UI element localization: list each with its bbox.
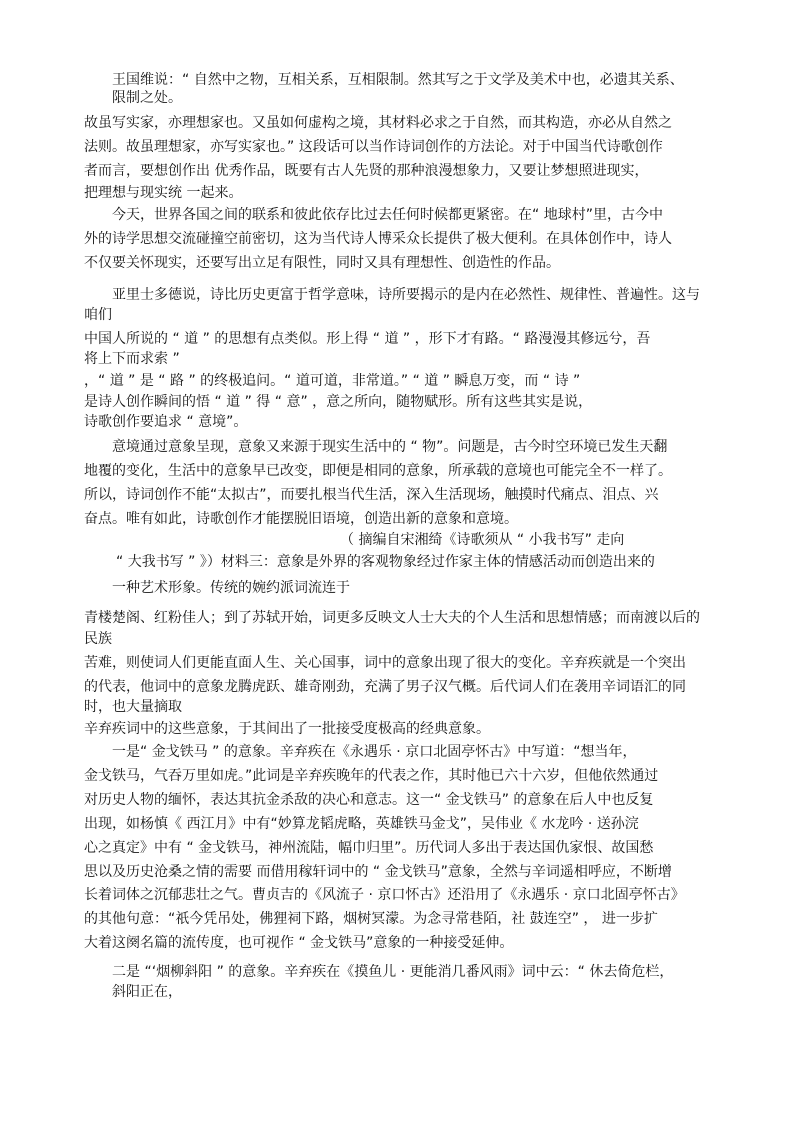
text-line: 中国人所说的 “ 道 ” 的思想有点类似。形上得 “ 道 ” ，形下才有路。“ 路漫漫其修远兮，吾 (84, 331, 651, 347)
text-line: 诗歌创作要追求 “ 意境”。 (84, 414, 248, 430)
text-line: 二是 “‘烟柳斜阳 ” 的意象。辛弃疾在《摸鱼儿 · 更能消几番风雨》词中云：“ 休去倚危栏， (112, 964, 674, 980)
text-line: 不仅要关怀现实，还要写出立足有限性，同时又具有理想性、创造性的作品。 (84, 255, 560, 271)
text-line: 者而言，要想创作出 优秀作品，既要有古人先贤的那种浪漫想象力，又要让梦想照进现实， (84, 163, 649, 179)
text-line: 外的诗学思想交流碰撞空前密切，这为当代诗人博采众长提供了极大便利。在具体创作中，诗人 (84, 231, 672, 247)
text-line: 奋点。唯有如此，诗歌创作才能摆脱旧语境，创造出新的意象和意境。 (84, 511, 518, 527)
text-line: 金戈铁马，气吞万里如虎。”此词是辛弃疾晚年的代表之作，其时他已六十六岁，但他依然通过 (84, 768, 659, 784)
text-line: 是诗人创作瞬间的悟 “ 道 ” 得 “ 意” ，意之所向，随物赋形。所有这些其实是说， (84, 394, 593, 410)
text-line: 今天，世界各国之间的联系和彼此依存比过去任何时候都更紧密。在“ 地球村”里，古今中 (112, 207, 663, 223)
text-line: 斜阳正在， (112, 984, 182, 1000)
text-line: 的其他句意：“祇今凭吊处，佛狸祠下路，烟树冥濛。为念寻常巷陌，社 鼓连空” ， 进一步扩 (84, 911, 658, 927)
text-line: 辛弃疾词中的这些意象，于其间出了一批接受度极高的经典意象。 (84, 721, 490, 737)
text-line: 一种艺术形象。传统的婉约派词流连于 (112, 580, 350, 596)
text-line: ，“ 道 ” 是 “ 路 ” 的终极追问。“ 道可道，非常道。” “ 道 ” 瞬息万变，而 “ 诗 ” (84, 373, 581, 389)
text-line: 把理想与现实统 一起来。 (84, 185, 243, 201)
text-line: 咱们 (84, 307, 112, 323)
text-line: 故虽写实家，亦理想家也。又虽如何虚构之境，其材料必求之于自然，而其构造，亦必从自然之 (84, 115, 672, 131)
text-line: 思以及历史沧桑之情的需要 而借用稼轩词中的 “ 金戈铁马”意象，全然与辛词遥相呼应，不断增 (84, 864, 672, 880)
text-line: 所以，诗词创作不能“太拟古”，而要扎根当代生活，深入生活现场，触摸时代痛点、泪点、兴 (84, 487, 659, 503)
text-line: 亚里士多德说，诗比历史更富于哲学意味，诗所要揭示的是内在必然性、规律性、普遍性。这与 (112, 287, 700, 303)
text-line: 王国维说：“ 自然中之物，互相关系，互相限制。然其写之于文学及美术中也，必遗其关系、 (112, 72, 684, 88)
text-line: “ 大我书写 ” 》）材料三：意象是外界的客观物象经过作家主体的情感活动而创造出来的 (116, 554, 655, 570)
text-line: 限制之处。 (112, 90, 182, 106)
text-line: 意境通过意象呈现，意象又来源于现实生活中的 “ 物”。问题是，古今时空环境已发生天翻 (112, 439, 668, 455)
citation-line: （ 摘编自宋湘绮《诗歌须从 “ 小我书写” 走向 (340, 532, 625, 548)
text-line: 青楼楚阁、红粉佳人；到了苏轼开始，词更多反映文人士大夫的个人生活和思想情感；而南渡以后的 (84, 610, 700, 626)
text-line: 对历史人物的缅怀，表达其抗金杀敌的决心和意志。这一“ 金戈铁马” 的意象在后人中也反复 (84, 792, 654, 808)
text-line: 的代表，他词中的意象龙腾虎跃、雄奇刚劲，充满了男子汉气概。后代词人们在袭用辛词语汇的同 (84, 679, 686, 695)
text-line: 地覆的变化，生活中的意象早已改变，即便是相同的意象，所承载的意境也可能完全不一样了。 (84, 463, 672, 479)
text-line: 将上下而求索 ” (84, 351, 180, 367)
text-line: 心之真定》中有 “ 金戈铁马，神州流陆，幅巾归里”。历代词人多出于表达国仇家恨、故国愁 (84, 840, 654, 856)
text-line: 一是“ 金戈铁马 ” 的意象。辛弃疾在《永遇乐 · 京口北固亭怀古》中写道：“想当年， (112, 744, 637, 760)
text-line: 大着这阕名篇的流传度，也可视作 “ 金戈铁马”意象的一种接受延伸。 (84, 935, 514, 951)
text-line: 苦难，则使词人们更能直面人生、关心国事，词中的意象出现了很大的变化。辛弃疾就是一个突出 (84, 655, 686, 671)
text-line: 长着词体之沉郁悲壮之气。曹贞吉的《风流子 · 京口怀古》还沿用了《永遇乐 · 京口北固亭怀古》 (84, 887, 685, 903)
text-line: 民族 (84, 631, 112, 647)
text-line: 出现，如杨慎《 西江月》中有“妙算龙韬虎略，英雄铁马金戈”，吴伟业《 水龙吟 · 送孙浣 (84, 816, 639, 832)
text-line: 法则。故虽理想家，亦写实家也。” 这段话可以当作诗词创作的方法论。对于中国当代诗歌创作 (84, 139, 663, 155)
text-line: 时，也大量摘取 (84, 699, 182, 715)
